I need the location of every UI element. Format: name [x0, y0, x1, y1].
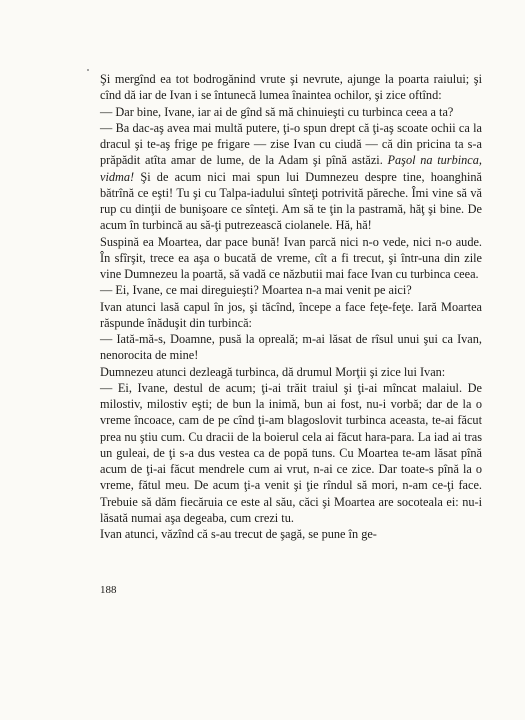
paragraph-9: — Ei, Ivane, destul de acum; ţi-ai trăit traiul şi ţi-ai mîncat malaiul. De milostiv, milostiv eşti; de bun la inimă, bun ai fost, nu-i vorbă; dar de la o vreme încoace, cam de pe cînd ţi-am blagoslovit turbinca aceasta, te-ai făcut prea nu ştiu cum. Cu dracii de la boierul cela ai făcut hara-para. La iad ai tras un guleai, de ţi s-a dus vestea ca de popă tuns. Cu Moartea te-am lăsat pînă acum de ţi-ai făcut mendrele cum ai vrut, n-ai ce zice. Dar toate-s pînă la o vreme, fătul meu. De acum ţi-a venit şi ţie rîndul să mori, n-am ce-ţi face. Trebuie să dăm fiecăruia ce este al său, căci şi Moartea are socoteala ei: nu-i lăsată numai aşa degeaba, cum crezi tu. — [100, 380, 482, 525]
paragraph-2: — Dar bine, Ivane, iar ai de gînd să mă chinuieşti cu turbinca ceea a ta? — [100, 104, 454, 119]
paragraph-4: Suspină ea Moartea, dar pace bună! Ivan parcă nici n-o vede, nici n-o aude. În sfîrşit, trece ea aşa o bucată de vreme, cît a fi trecut, şi într-una din zile vine Dumnezeu la poartă, să vadă ce năzbutii mai face Ivan cu turbinca ceea. — [100, 234, 482, 281]
page-number: 188 — [100, 584, 117, 596]
paragraph-1: Şi mergînd ea tot bodrogănind vrute şi nevrute, ajunge la poarta raiului; şi cînd dă iar de Ivan i se întunecă lumea înaintea ochilor, şi zice oftînd: — [100, 72, 482, 103]
paragraph-3-start: — Ba dac-aş avea mai multă putere, ţi-o spun drept că ţi-aş scoate ochii ca la dracul şi te-aş frige pe frigare — zise Ivan cu ciudă — că din pricina ta s-a prăpădit atîta amar de lume, de la Adam şi pînă astăzi. — [100, 120, 482, 168]
paper-speck — [87, 69, 89, 71]
paragraph-3 — [100, 120, 482, 234]
paragraph-8: Dumnezeu atunci dezleagă turbinca, dă drumul Morţii şi zice lui Ivan: — [100, 364, 446, 379]
paragraph-3-end: Şi de acum nici mai spun lui Dumnezeu despre tine, hoanghină bătrînă ce eşti! Tu şi cu Talpa-iadului sînteţi potrivită păreche. Îmi vine să vă rup cu dinţii de bunişoare ce sînteţi. Am să te ţin la pastramă, hăţ şi bine. De acum în turbincă au să-ţi putrezească ciolanele. Hă, hă! — [100, 169, 482, 233]
paragraph-5: — Ei, Ivane, ce mai direguieşti? Moartea n-a mai venit pe aici? — [100, 283, 412, 298]
paragraph-7: — Iată-mă-s, Doamne, pusă la opreală; m-ai lăsat de rîsul unui şui ca Ivan, nenorocita de mine! — [100, 332, 482, 363]
paragraph-6: Ivan atunci lasă capul în jos, şi tăcînd, începe a face feţe-feţe. Iară Moartea răspunde înăduşit din turbincă: — [100, 299, 482, 330]
paragraph-3-italic: Paşol na turbinca, vidma! — [100, 153, 482, 184]
paragraph-10: Ivan atunci, văzînd că s-au trecut de şagă, se pune în ge- — [100, 527, 377, 541]
body-text — [100, 71, 482, 542]
